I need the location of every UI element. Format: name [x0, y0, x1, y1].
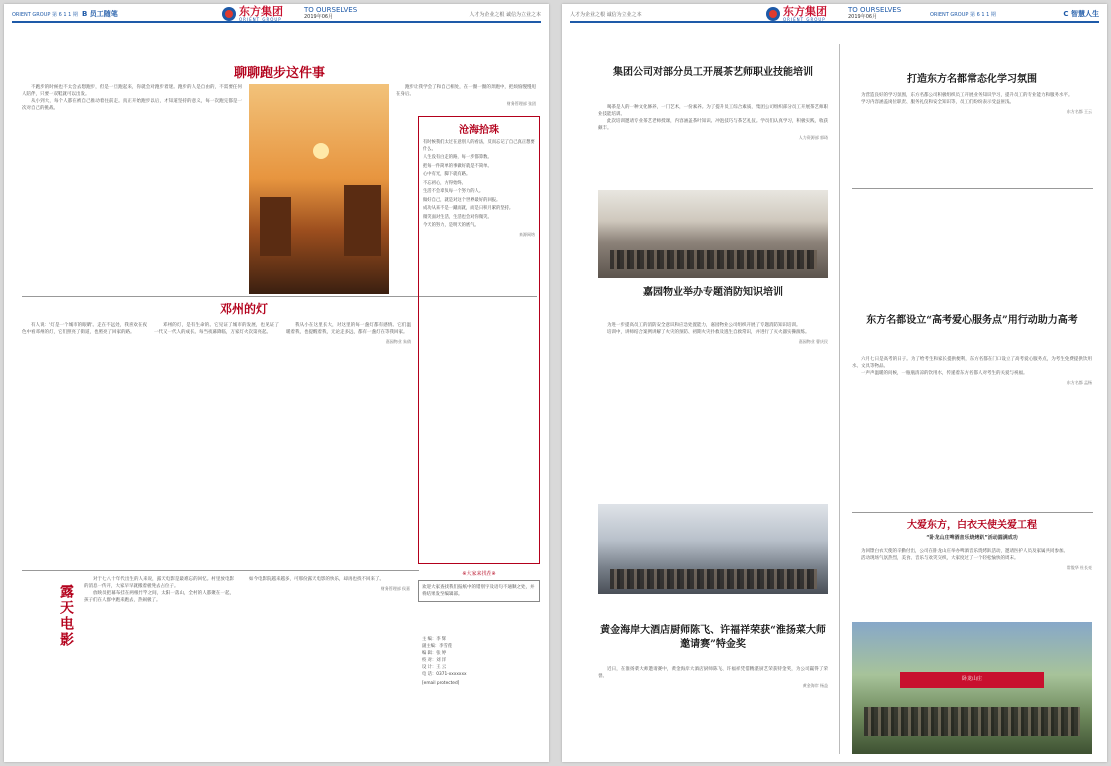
- brand-name: 东方集团: [239, 5, 283, 18]
- column-title: [848, 7, 901, 20]
- group-banner: [900, 672, 1044, 688]
- rock-shape: [344, 185, 380, 256]
- byline: 东方名都 王云: [1066, 109, 1092, 114]
- aside-item: 有时候我们太过在意别人的看法，反而忘记了自己真正想要什么。: [423, 140, 535, 152]
- header-rule: [12, 21, 541, 23]
- article-lamp-col2: [154, 322, 279, 567]
- byline: 嘉园物业 朱倩: [385, 339, 411, 344]
- contribute-label: ※大家来找茬※: [462, 571, 496, 577]
- issue-date: 2019年06月: [848, 13, 878, 20]
- paragraph: 此次培训邀请专业茶艺老师授课，内容涵盖茶叶知识、冲泡技巧与茶艺礼仪。学员们认真学习，积极实践，收获颇丰。: [598, 119, 828, 131]
- column-title-text: TO OURSELVES: [304, 6, 358, 14]
- section-label: C 智慧人生: [1063, 10, 1099, 18]
- paragraph: 为进一步提高员工的消防安全意识和应急处置能力，嘉园物业公司组织开展了专题消防知识培训。: [607, 323, 801, 328]
- credit-line: 主 编：李 辉: [422, 637, 447, 642]
- sun-shape: [313, 143, 329, 159]
- article-title: 嘉园物业举办专题消防知识培训: [643, 287, 783, 298]
- article-subtitle: “卧龙山庄啤酒音乐烧烤趴”活动圆满成功: [926, 535, 1018, 541]
- paragraph: 如今电影院越来越多，可那份露天电影的快乐，却再也找不回来了。: [249, 577, 384, 582]
- paragraph: 学习内容涵盖岗位职责、服务礼仪和安全知识等，员工们纷纷表示受益匪浅。: [861, 100, 1014, 105]
- article-title: 黄金海岸大酒店厨师陈飞、许福祥荣获“淮扬菜大师邀请赛”特金奖: [600, 625, 826, 650]
- aside-item: 微笑面对生活，生活也会对你微笑。: [423, 214, 492, 220]
- paragraph: 近日，在淮扬菜大师邀请赛中，黄金海岸大酒店厨师陈飞、许福祥凭借精湛厨艺荣获特金奖，为公司赢得了荣誉。: [598, 667, 828, 679]
- byline: 东方名都 孟杨: [1066, 380, 1092, 385]
- paragraph: 一声声温暖的问候，一瓶瓶清凉的饮用水，传递着东方名都人对考生的关爱与祝福。: [861, 371, 1028, 376]
- article-movie-title-wrap: [56, 584, 78, 684]
- article-title: 打造东方名都常态化学习氛围: [907, 74, 1037, 85]
- paragraph: 我从小在这里长大，对这里的每一盏灯都有感情。它们温暖着我，也提醒着我，无论走多远，都有一盏灯在等我回家。: [286, 323, 411, 335]
- section-divider: [22, 570, 419, 571]
- article-chef-body: [598, 666, 828, 756]
- aside-item: 不忘初心，方得始终。: [423, 180, 466, 186]
- article-movie-col1: [84, 576, 234, 752]
- aside-source: 来源网络: [519, 231, 535, 237]
- aside-item: 成功从来不是一蹴而就，而是日积月累的坚持。: [423, 206, 514, 211]
- article-tea-body: [598, 104, 828, 184]
- left-page: [4, 4, 549, 762]
- tea-training-photo: [598, 190, 828, 278]
- credit-line: 电 话：0371-xxxxxxx: [422, 672, 467, 677]
- article-learn-title-wrap: [852, 70, 1092, 88]
- credit-line: 校 对：刘 洋: [422, 658, 447, 663]
- brand-logo: [766, 6, 827, 22]
- orient-logo-icon: [766, 7, 780, 21]
- paragraph: 不跑步的时候也不太会去想跑步，但是一旦跑起来，你就会对跑步着迷。跑步的人是自由的，不需要任何人陪伴，只要一双鞋就可以出发。: [22, 85, 242, 97]
- aside-quotes-box: [418, 116, 540, 564]
- brand-english: ORIENT GROUP: [239, 17, 282, 22]
- paragraph: 活动现场气氛热烈，美食、音乐与欢笑交织，大家度过了一个轻松愉快的周末。: [861, 556, 1019, 561]
- article-lamp-col3: [286, 322, 411, 567]
- paragraph: 培训中，讲师结合案例讲解了火灾的预防、初期火灾扑救及逃生自救常识，并进行了灭火器实操演练。: [607, 330, 810, 335]
- byline: 财务管理部 侯嘉: [380, 586, 410, 591]
- aside-title: 沧海拾珠: [459, 125, 499, 136]
- issue-date: 2019年06月: [304, 13, 334, 20]
- article-nurse-body: [852, 548, 1092, 618]
- brand-logo: [222, 6, 283, 22]
- article-title: 邓州的灯: [219, 302, 268, 316]
- column-title-text: TO OURSELVES: [848, 6, 902, 14]
- article-exam-body: [852, 356, 1092, 506]
- contribute-text: 欢迎大家查找我们报纸中的错别字及语句不通顺之处，并将结果发至编辑部。: [418, 580, 540, 602]
- article-title: 东方名都设立“高考爱心服务点”用行动助力高考: [866, 315, 1078, 326]
- article-fire-body: [598, 322, 828, 502]
- aside-item: 做好自己，就是对这个世界最好的回报。: [423, 197, 501, 203]
- article-tea-title-wrap: [598, 66, 828, 102]
- article-nurse-title-wrap: [852, 516, 1092, 546]
- section-label: B 员工随笔: [82, 10, 118, 18]
- paragraph: 对于七八十年代出生的人来说，露天电影是最难忘的回忆。村里放电影的消息一传开，大家早早就搬着板凳去占位子。: [84, 577, 234, 589]
- paragraph: 放映员把幕布挂在两根竹竿之间，太阳一落山，全村的人都聚在一起，孩子们在人群中跑来跑去，热闹极了。: [84, 591, 234, 603]
- contact-email: [email protected]: [422, 681, 460, 686]
- section-divider: [852, 512, 1093, 513]
- right-page: [562, 4, 1107, 762]
- paragraph: 为回馈白衣天使的辛勤付出，公司在卧龙山庄举办啤酒音乐烧烤趴活动，邀请医护人员及家属共同参加。: [861, 549, 1068, 554]
- banner-text: 卧龙山庄: [961, 676, 982, 683]
- byline: 人力资源部 郭琦: [798, 135, 828, 140]
- paragraph: 从小到大，每个人都在被自己推动着往前走。真正开始跑步以后，才知道坚持的意义，每一次跑完都是一次对自己的挑战。: [22, 99, 242, 111]
- right-page-header: [570, 4, 1099, 24]
- left-page-header: [12, 4, 541, 24]
- brand-name: 东方集团: [783, 5, 827, 18]
- paragraph: 喝茶是人的一种文化修养，一门艺术，一份素养。为了提升员工综合素质，集团公司组织部分员工开展茶艺师职业技能培训。: [598, 105, 828, 117]
- aside-item: 今天的努力，是明天的底气。: [423, 223, 479, 228]
- article-learn-body: [852, 92, 1092, 184]
- aside-item: 生活不会辜负每一个努力的人。: [423, 189, 484, 194]
- paragraph: 六月七日是高考的日子。为了给考生和家长提供便利，东方名都在门口设立了高考爱心服务点，为考生免费提供饮用水、文具等物品。: [852, 357, 1092, 369]
- aside-list: [423, 140, 535, 230]
- header-rule: [570, 21, 1099, 23]
- section-divider: [852, 188, 1093, 189]
- credit-line: 设 计：王 云: [422, 665, 447, 670]
- paragraph: 为营造良好的学习氛围，东方名都公司积极组织员工开展业务知识学习，提升员工的专业能力和服务水平。: [861, 93, 1073, 98]
- people-shapes: [610, 250, 817, 269]
- column-title: [304, 7, 357, 20]
- orient-logo-icon: [222, 7, 236, 21]
- canyon-photo: [249, 84, 389, 294]
- issue-label: ORIENT GROUP 第 6 1 1 期: [930, 12, 996, 18]
- article-lamp-col1: [22, 322, 147, 567]
- byline: 黄金海岸 杨益: [802, 683, 828, 688]
- article-title: 大爱东方，白衣天使关爱工程: [907, 520, 1037, 531]
- slogan: 人才为企业之根 诚信为立业之本: [469, 12, 541, 18]
- paragraph: 跑步让我学会了和自己相处，在一圈一圈的奔跑中，把烦恼慢慢甩在身后。: [396, 85, 536, 97]
- aside-item: 人生没有白走的路，每一步都算数。: [423, 155, 492, 160]
- issue-label: ORIENT GROUP 第 6 1 1 期: [12, 12, 78, 18]
- article-fire-title-wrap: [598, 286, 828, 322]
- article-title: 聊聊跑步这件事: [233, 66, 325, 80]
- contribute-section: [418, 570, 540, 630]
- slogan: 人才为企业之根 诚信为立业之本: [570, 12, 642, 18]
- fire-training-photo: [598, 504, 828, 594]
- byline: 嘉园物业 曹庆民: [798, 339, 828, 344]
- aside-item: 把每一件简单的事做好就是不简单。: [423, 163, 492, 169]
- article-movie-col2: [240, 576, 410, 752]
- column-divider: [839, 44, 840, 754]
- article-chef-title-wrap: [598, 624, 828, 664]
- paragraph: 邓州的灯，是有生命的。它见证了城市的发展，也见证了一代又一代人的成长。每当夜幕降临，万家灯火次第亮起。: [154, 323, 279, 335]
- credit-line: 编 辑：张 婷: [422, 651, 447, 656]
- article-lamp-title-wrap: [184, 300, 304, 318]
- rock-shape: [260, 197, 291, 256]
- byline: 财务管理部 张团: [506, 101, 536, 106]
- aside-item: 心中有光，脚下就有路。: [423, 172, 471, 177]
- article-title: 集团公司对部分员工开展茶艺师职业技能培训: [613, 67, 813, 78]
- article-running-title-wrap: [22, 62, 537, 80]
- article-running-body: [22, 84, 242, 289]
- article-exam-title-wrap: [852, 314, 1092, 354]
- credit-line: 副主编：李雪莲: [422, 644, 453, 649]
- paragraph: 有人说：'灯是一个城市的眼睛'。走在不远处，我喜欢在夜色中看邓州的灯，它们照亮了街道，也照亮了回家的路。: [22, 323, 147, 335]
- article-vertical-title: 露天电影: [58, 584, 74, 648]
- editorial-credits: [422, 636, 540, 756]
- group-photo: [852, 622, 1092, 754]
- brand-english: ORIENT GROUP: [783, 17, 826, 22]
- people-shapes: [610, 569, 817, 589]
- people-shapes: [864, 707, 1080, 736]
- byline: 常俊华 杜长亮: [1066, 565, 1092, 570]
